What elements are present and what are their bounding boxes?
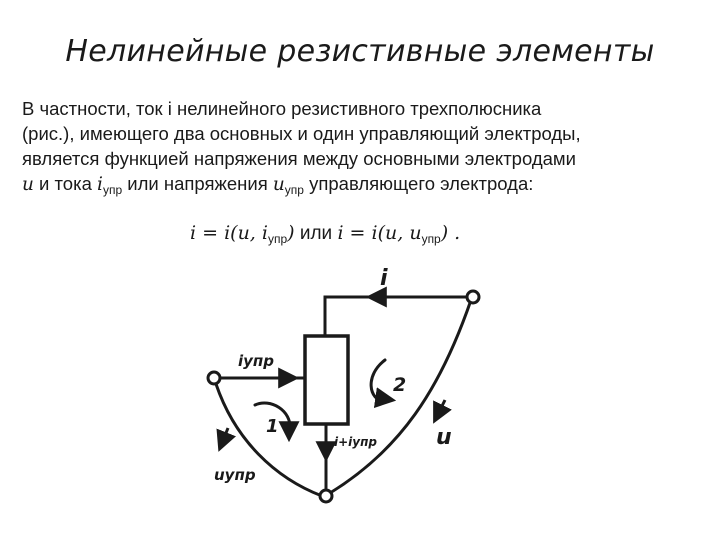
formula-subscript: упр xyxy=(267,232,288,246)
formula-paren: ) . xyxy=(440,222,461,244)
resistor xyxy=(305,336,348,424)
subscript: упр xyxy=(284,183,304,197)
top-wire xyxy=(325,297,470,336)
loop-2-arc xyxy=(371,360,385,402)
paragraph-line-3: является функцией напряжения между основными электродами xyxy=(22,148,576,169)
top-right-terminal xyxy=(467,291,479,303)
label-loop-1: 1 xyxy=(266,416,279,437)
label-u: u xyxy=(436,425,452,450)
loop-2-arrow xyxy=(378,398,392,400)
subscript: упр xyxy=(102,183,123,197)
label-loop-2: 2 xyxy=(393,374,407,396)
formula-lhs: i = i(u, i xyxy=(190,222,268,244)
formula-subscript: упр xyxy=(421,232,441,246)
u-voltage-arrow xyxy=(435,400,445,420)
text-segment: или напряжения xyxy=(122,173,273,194)
formula-rhs: i = i(u, u xyxy=(337,222,422,244)
u-upr-voltage-arrow xyxy=(220,428,228,448)
control-terminal xyxy=(208,372,220,384)
label-i: i xyxy=(380,266,388,291)
label-i-sum: i+iупр xyxy=(334,435,377,449)
text-segment: и тока xyxy=(33,173,98,194)
var-u: u xyxy=(22,174,34,195)
label-u-upr: uупр xyxy=(214,466,256,484)
formula-paren: ) xyxy=(287,222,295,244)
text-segment: управляющего электрода: xyxy=(303,173,534,194)
label-i-upr: iупр xyxy=(238,352,275,370)
formula-or: или xyxy=(294,223,338,244)
paragraph-line-2: (рис.), имеющего два основных и один управляющий электроды, xyxy=(22,123,581,144)
var-i: i xyxy=(97,174,103,195)
slide-title: Нелинейные резистивные элементы xyxy=(65,34,655,69)
bottom-terminal xyxy=(320,490,332,502)
paragraph-line-1: В частности, ток i нелинейного резистивного трехполюсника xyxy=(22,98,542,119)
u-voltage-curve xyxy=(330,300,471,493)
var-u-upr: u xyxy=(272,174,285,195)
